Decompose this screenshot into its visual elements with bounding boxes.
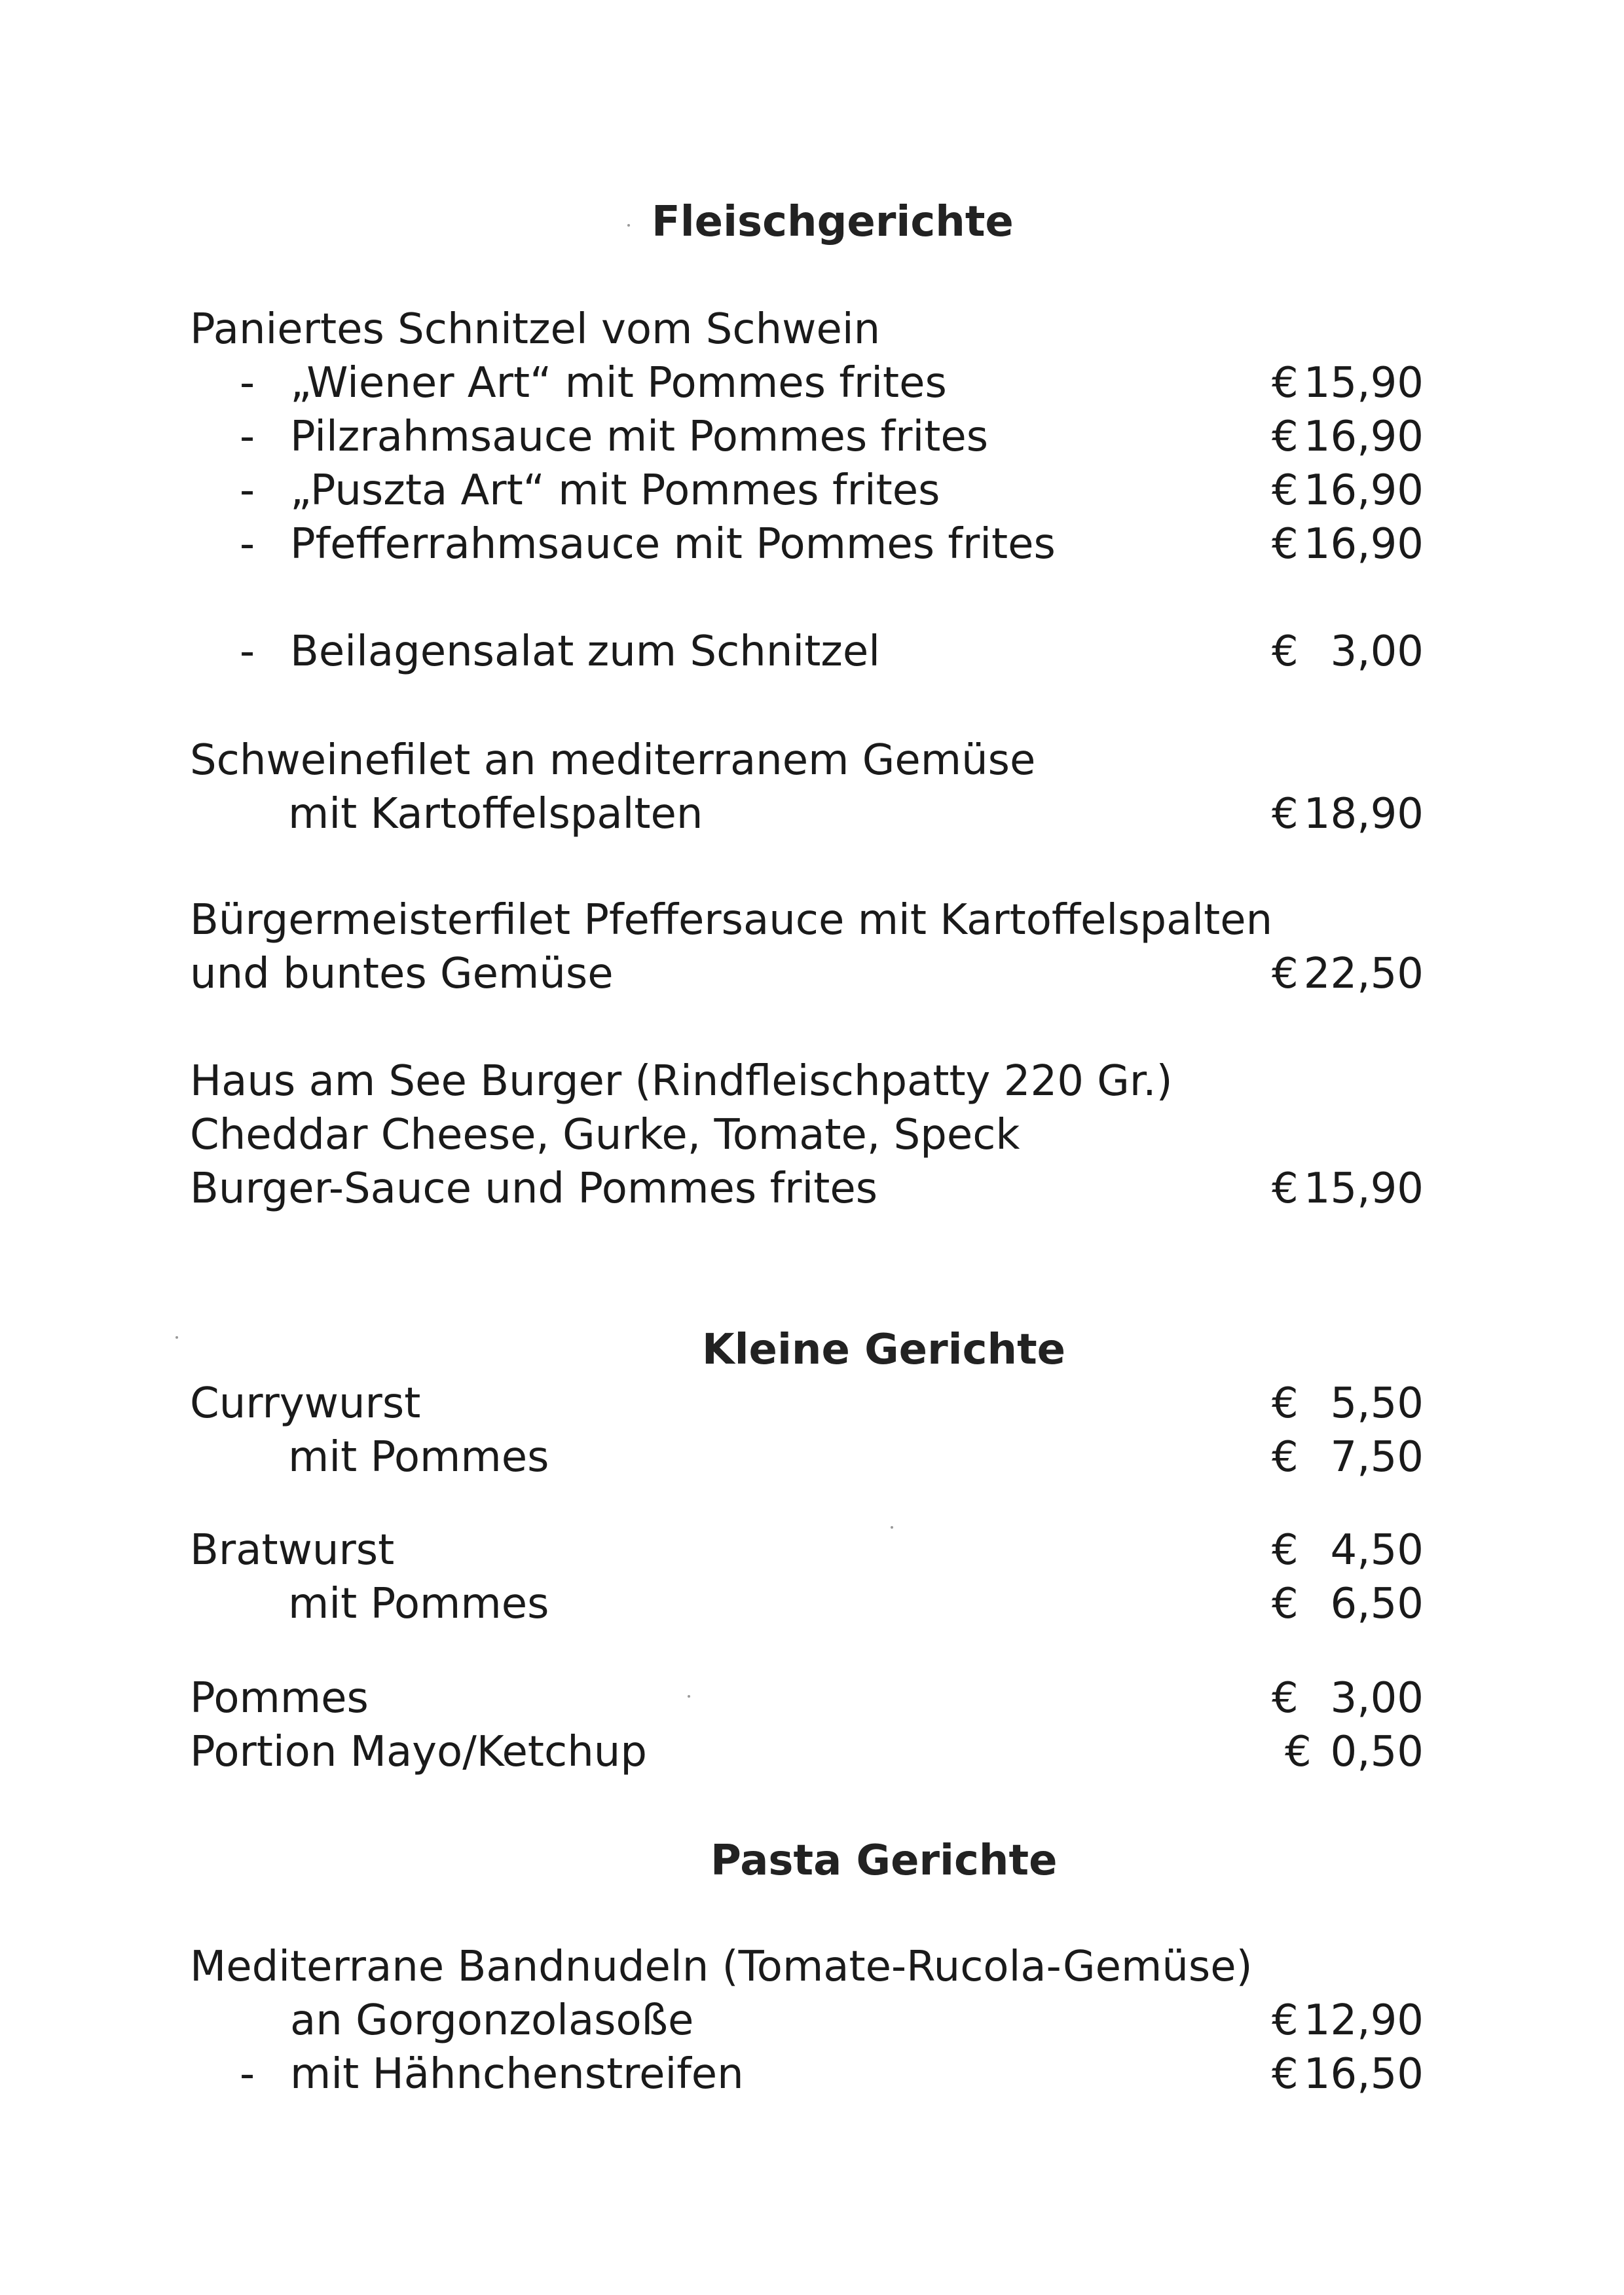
item-schweinefilet-line1: Schweinefilet an mediterranem Gemüse	[190, 736, 1036, 785]
list-dash: -	[240, 520, 255, 569]
item-pfefferrahmsauce: Pfefferrahmsauce mit Pommes frites	[290, 520, 1056, 569]
item-currywurst-mit-pommes: mit Pommes	[288, 1433, 549, 1482]
currency-symbol: €	[1272, 359, 1299, 407]
item-pommes: Pommes	[190, 1674, 369, 1723]
section-title-kleine-gerichte: Kleine Gerichte	[702, 1326, 1066, 1374]
item-bratwurst: Bratwurst	[190, 1526, 395, 1575]
item-bratwurst-mit-pommes: mit Pommes	[288, 1580, 549, 1628]
section-title-fleischgerichte: Fleischgerichte	[652, 198, 1014, 246]
item-puszta-art: „Puszta Art“ mit Pommes frites	[290, 466, 940, 515]
currency-symbol: €	[1272, 1379, 1299, 1428]
item-buergermeisterfilet-line1: Bürgermeisterfilet Pfeffersauce mit Kartoffelspalten	[190, 896, 1273, 944]
section-title-pasta-gerichte: Pasta Gerichte	[710, 1837, 1058, 1885]
scan-speck	[627, 224, 630, 227]
currency-symbol: €	[1272, 1996, 1299, 2045]
item-schnitzel-title: Paniertes Schnitzel vom Schwein	[190, 305, 881, 354]
currency-symbol: €	[1272, 950, 1299, 998]
item-currywurst: Currywurst	[190, 1379, 421, 1428]
price-amount: 16,90	[1303, 413, 1424, 461]
currency-symbol: €	[1272, 1674, 1299, 1723]
price-amount: 16,90	[1303, 466, 1424, 515]
currency-symbol: €	[1272, 413, 1299, 461]
item-beilagensalat: Beilagensalat zum Schnitzel	[290, 627, 881, 676]
currency-symbol: €	[1272, 1165, 1299, 1213]
currency-symbol: €	[1272, 790, 1299, 838]
currency-symbol: €	[1272, 627, 1299, 676]
list-dash: -	[240, 627, 255, 676]
price-amount: 15,90	[1303, 359, 1424, 407]
item-bandnudeln-line1: Mediterrane Bandnudeln (Tomate-Rucola-Gemüse)	[190, 1943, 1253, 1991]
price-amount: 22,50	[1303, 950, 1424, 998]
price-amount: 6,50	[1330, 1580, 1424, 1628]
currency-symbol: €	[1272, 1526, 1299, 1575]
item-burger-line2: Cheddar Cheese, Gurke, Tomate, Speck	[190, 1111, 1020, 1159]
currency-symbol: €	[1272, 520, 1299, 569]
price-amount: 12,90	[1303, 1996, 1424, 2045]
price-amount: 7,50	[1330, 1433, 1424, 1482]
currency-symbol: €	[1272, 1580, 1299, 1628]
price-amount: 15,90	[1303, 1165, 1424, 1213]
price-amount: 0,50	[1330, 1728, 1424, 1776]
item-schweinefilet-line2: mit Kartoffelspalten	[288, 790, 703, 838]
currency-symbol: €	[1272, 1433, 1299, 1482]
list-dash: -	[240, 466, 255, 515]
item-buergermeisterfilet-line2: und buntes Gemüse	[190, 950, 614, 998]
currency-symbol: €	[1272, 466, 1299, 515]
item-burger-line3: Burger-Sauce und Pommes frites	[190, 1165, 878, 1213]
price-amount: 3,00	[1330, 627, 1424, 676]
price-amount: 4,50	[1330, 1526, 1424, 1575]
list-dash: -	[240, 359, 255, 407]
list-dash: -	[240, 2050, 255, 2099]
item-pilzrahmsauce: Pilzrahmsauce mit Pommes frites	[290, 413, 989, 461]
price-amount: 5,50	[1330, 1379, 1424, 1428]
price-amount: 18,90	[1303, 790, 1424, 838]
scan-speck	[891, 1526, 893, 1529]
price-amount: 3,00	[1330, 1674, 1424, 1723]
item-wiener-art: „Wiener Art“ mit Pommes frites	[290, 359, 947, 407]
item-portion-mayo-ketchup: Portion Mayo/Ketchup	[190, 1728, 647, 1776]
price-amount: 16,50	[1303, 2050, 1424, 2099]
currency-symbol: €	[1285, 1728, 1312, 1776]
scan-speck	[688, 1695, 690, 1698]
item-haehnchenstreifen: mit Hähnchenstreifen	[290, 2050, 744, 2099]
item-bandnudeln-line2: an Gorgonzolasoße	[290, 1996, 694, 2045]
price-amount: 16,90	[1303, 520, 1424, 569]
currency-symbol: €	[1272, 2050, 1299, 2099]
list-dash: -	[240, 413, 255, 461]
scan-speck	[175, 1336, 178, 1339]
item-burger-line1: Haus am See Burger (Rindfleischpatty 220 Gr.)	[190, 1057, 1173, 1106]
